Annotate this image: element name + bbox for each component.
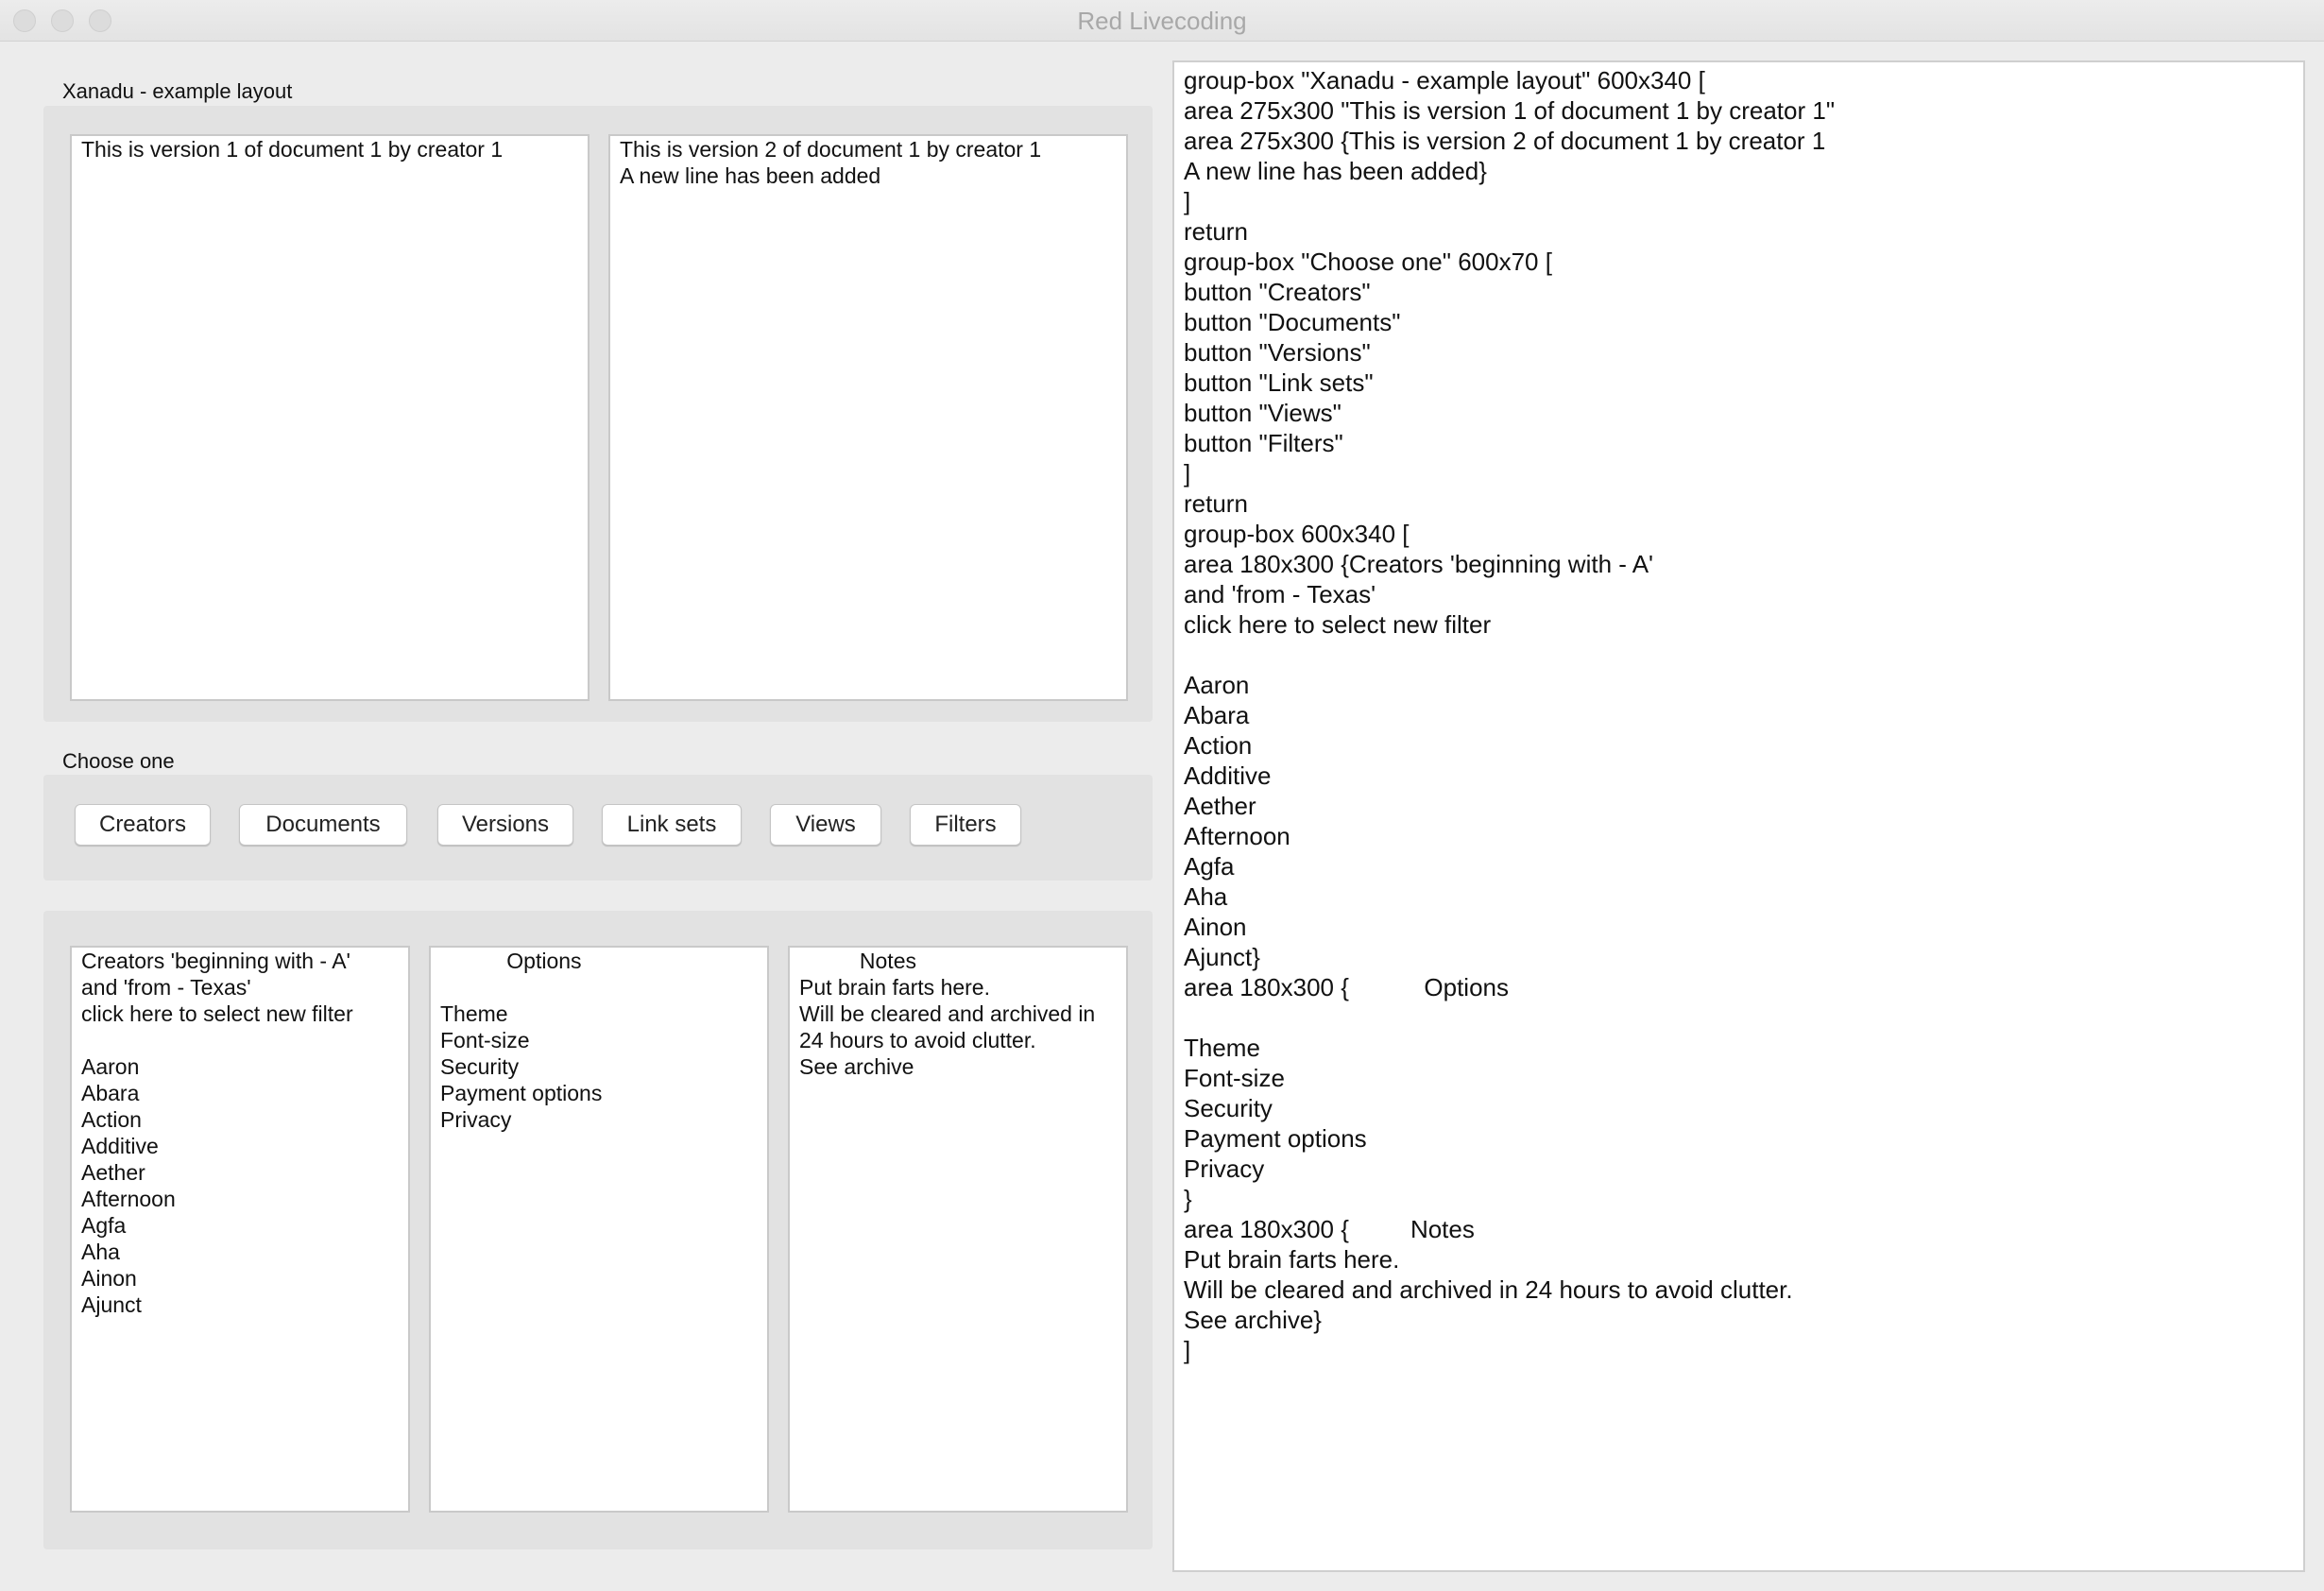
filters-button[interactable]: Filters [910, 804, 1021, 846]
views-button[interactable]: Views [770, 804, 881, 846]
documents-button[interactable]: Documents [239, 804, 407, 846]
group-label-xanadu: Xanadu - example layout [62, 79, 293, 103]
title-bar [0, 0, 2324, 42]
link-sets-button[interactable]: Link sets [602, 804, 742, 846]
creators-button[interactable]: Creators [75, 804, 211, 846]
area-creators[interactable]: Creators 'beginning with - A' and 'from - Texas' click here to select new filter Aaron Abara Action Additive Aether Afternoon Agfa Aha Ainon Ajunct [70, 946, 410, 1513]
area-version-1[interactable]: This is version 1 of document 1 by creator 1 [70, 134, 590, 701]
window-title: Red Livecoding [1077, 7, 1247, 35]
area-options[interactable]: Options Theme Font-size Security Payment options Privacy [429, 946, 769, 1513]
versions-button[interactable]: Versions [437, 804, 573, 846]
area-notes[interactable]: Notes Put brain farts here. Will be cleared and archived in 24 hours to avoid clutter. See archive [788, 946, 1128, 1513]
group-label-choose-one: Choose one [62, 749, 175, 773]
area-version-2[interactable]: This is version 2 of document 1 by creator 1 A new line has been added [608, 134, 1128, 701]
code-editor[interactable]: group-box "Xanadu - example layout" 600x340 [ area 275x300 "This is version 1 of document 1 by creator 1" area 275x300 {This is version 2 of document 1 by creator 1 A new line has been added} ] return group-box "Choose one" 600x70 [ button "Creators" button "Documents" button "Versions" button "Link sets" button "Views" button "Filters" ] return group-box 600x340 [ area 180x300 {Creators 'beginning with - A' and 'from - Texas' click here to select new filter Aaron Abara Action Additive Aether Afternoon Agfa Aha Ainon Ajunct} area 180x300 { Options Theme Font-size Security Payment options Privacy } area 180x300 { Notes Put brain farts here. Will be cleared and archived in 24 hours to avoid clutter. See archive} ] [1172, 60, 2305, 1572]
